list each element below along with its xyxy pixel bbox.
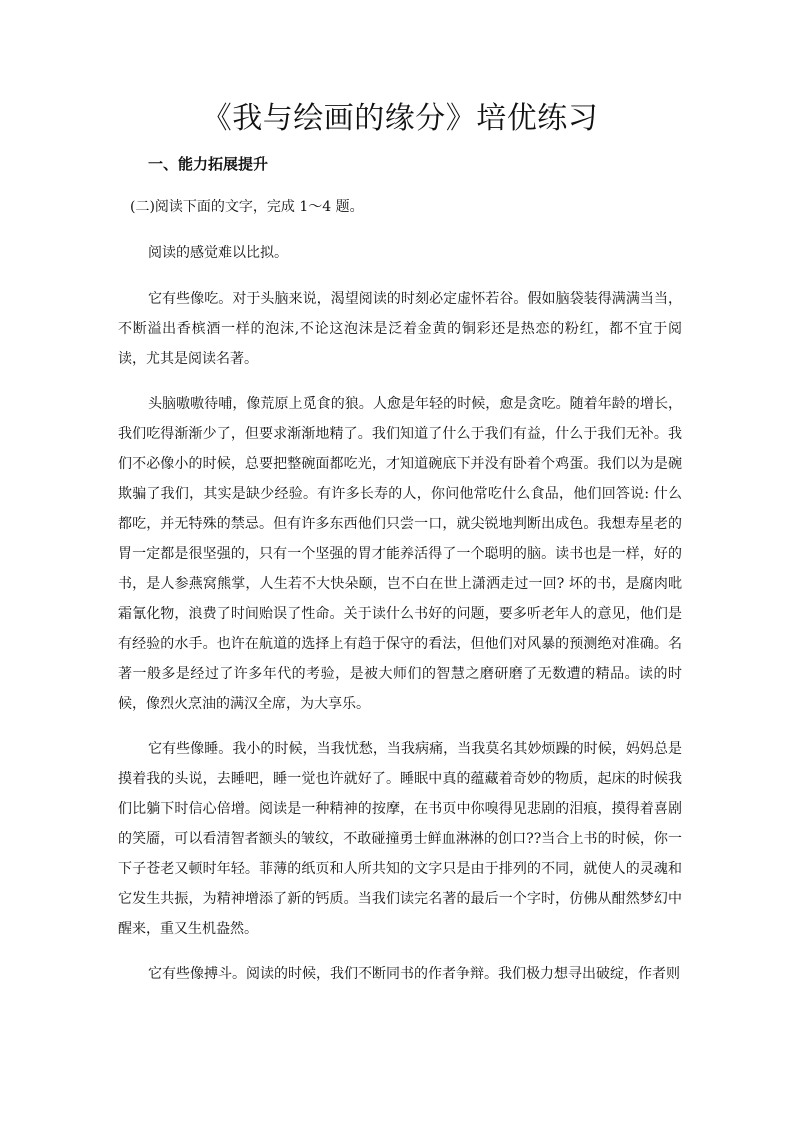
document-title: 《我与绘画的缘分》培优练习 [201,101,599,136]
reading-instruction: (二)阅读下面的文字，完成 1～4 题。 [130,199,364,215]
paragraph-eating: 它有些像吃。对于头脑来说，渴望阅读的时刻必定虚怀若谷。假如脑袋装得满满当当，不断溢出香槟酒一样的泡沫,不论这泡沫是泛着金黄的铜彩还是热恋的粉红，都不宜于阅读，尤其是阅读名著。 [118,291,682,367]
paragraph-sleeping: 它有些像睡。我小的时候，当我忧愁，当我病痛，当我莫名其妙烦躁的时候，妈妈总是摸着我的头说，去睡吧，睡一觉也许就好了。睡眠中真的蕴藏着奇妙的物质，起床的时候我们比躺下时信心倍增。阅读是一种精神的按摩，在书页中你嗅得见悲剧的泪痕，摸得着喜剧的笑靥，可以看清智者额头的皱纹，不敢碰撞勇士鲜血淋淋的创口??当合上书的时候，你一下子苍老又顿时年轻。菲薄的纸页和人所共知的文字只是由于排列的不同，就使人的灵魂和它发生共振，为精神增添了新的钙质。当我们读完名著的最后一个字时，仿佛从酣然梦幻中醒来，重又生机盎然。 [118,741,682,937]
paragraph-fighting: 它有些像搏斗。阅读的时候，我们不断同书的作者争辩。我们极力想寻出破绽，作者则 [148,966,680,982]
paragraph-hungry-mind: 头脑嗷嗷待哺，像荒原上觅食的狼。人愈是年轻的时候，愈是贪吃。随着年龄的增长，我们吃得渐渐少了，但要求渐渐地精了。我们知道了什么于我们有益，什么于我们无补。我们不必像小的时候，总要把整碗面都吃光，才知道碗底下并没有卧着个鸡蛋。我们以为是碗欺骗了我们，其实是缺少经验。有许多长寿的人，你问他常吃什么食品，他们回答说: 什么都吃，并无特殊的禁忌。但有许多东西他们只尝一口，就尖锐地判断出成色。我想寿星老的胃一定都是很坚强的，只有一个坚强的胃才能养活得了一个聪明的脑。读书也是一样，好的书，是人参燕窝熊掌，人生若不大快朵颐，岂不白在世上潇洒走过一回? 坏的书，是腐肉吡霜氰化物，浪费了时间贻误了性命。关于读什么书好的问题，要多听老年人的意见，他们是有经验的水手。也许在航道的选择上有趋于保守的看法，但他们对风暴的预测绝对准确。名著一般多是经过了许多年代的考验，是被大师们的智慧之磨研磨了无数遭的精品。读的时候，像烈火烹油的满汉全席，为大享乐。 [118,396,682,712]
section-heading: 一、能力拓展提升 [148,155,269,173]
paragraph-intro: 阅读的感觉难以比拟。 [148,245,288,261]
